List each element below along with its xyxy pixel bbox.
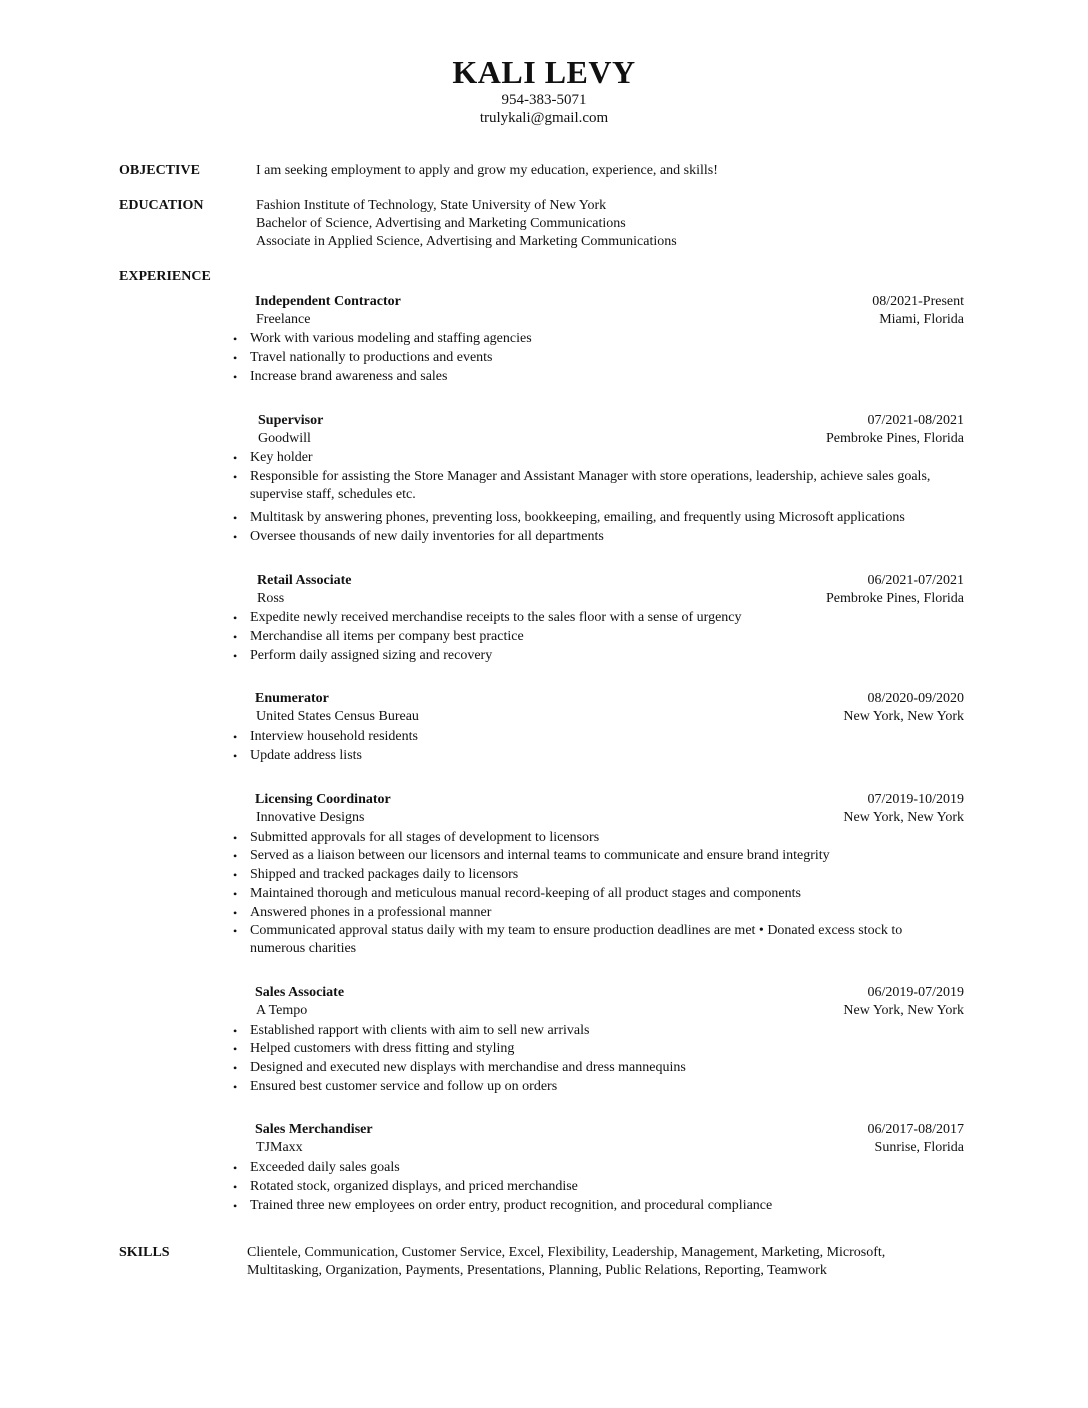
job-bullet: • Designed and executed new displays with merchandise and dress mannequins (233, 1060, 686, 1075)
bullet-dot: • (233, 868, 238, 882)
bullet-dot: • (233, 1161, 238, 1175)
job-dates: 06/2019-07/2019 (867, 985, 964, 1000)
job-bullet: • Submitted approvals for all stages of development to licensors (233, 830, 600, 845)
job-company: TJMaxx (256, 1140, 303, 1155)
job-bullet: • Rotated stock, organized displays, and priced merchandise (233, 1179, 578, 1194)
job-dates: 07/2019-10/2019 (867, 792, 964, 807)
bullet-dot: • (233, 1042, 238, 1056)
bullet-dot: • (233, 332, 238, 346)
job-location: New York, New York (843, 709, 964, 724)
job-bullet: • Established rapport with clients with aim to sell new arrivals (233, 1023, 590, 1038)
bullet-dot: • (233, 370, 238, 384)
job-title: Supervisor (258, 413, 324, 428)
job-bullet: • Communicated approval status daily with my team to ensure production deadlines are met • Donated excess stock to numerous charities (233, 923, 903, 956)
job-bullet: • Work with various modeling and staffing agencies (233, 331, 532, 346)
job-bullet: • Expedite newly received merchandise receipts to the sales floor with a sense of urgency (233, 610, 742, 625)
job-company: Ross (257, 591, 285, 606)
bullet-dot: • (233, 351, 238, 365)
education-label: EDUCATION (119, 198, 204, 213)
email-address: trulykali@gmail.com (479, 110, 609, 126)
job-location: New York, New York (843, 1003, 964, 1018)
job-dates: 06/2017-08/2017 (867, 1122, 964, 1137)
bullet-dot: • (233, 1024, 238, 1038)
job-company: A Tempo (256, 1003, 308, 1018)
job-bullet: • Responsible for assisting the Store Manager and Assistant Manager with store operations, leadership, achieve sales goals, supervise staff, schedules etc. (233, 469, 931, 502)
job-title: Sales Associate (255, 985, 345, 1000)
skills-text: Clientele, Communication, Customer Service, Excel, Flexibility, Leadership, Management, Marketing, Microsoft, Multitasking, Organization, Payments, Presentations, Planning, Public Relations, Reporting, Teamwork (247, 1245, 886, 1278)
resume-name: KALI LEVY (452, 54, 636, 90)
bullet-dot: • (233, 849, 238, 863)
job-location: Sunrise, Florida (874, 1140, 964, 1155)
job-title: Enumerator (255, 691, 329, 706)
job-title: Independent Contractor (255, 294, 401, 309)
job-bullet: • Shipped and tracked packages daily to licensors (233, 867, 519, 882)
job-bullet: • Exceeded daily sales goals (233, 1160, 400, 1175)
bullet-dot: • (233, 1180, 238, 1194)
job-bullet: • Answered phones in a professional manner (233, 905, 492, 920)
job-bullet: • Perform daily assigned sizing and recovery (233, 648, 493, 663)
bullet-dot: • (233, 1080, 238, 1094)
bullet-dot: • (233, 649, 238, 663)
bullet-dot: • (233, 630, 238, 644)
bullet-dot: • (233, 511, 238, 525)
job-dates: 07/2021-08/2021 (867, 413, 964, 428)
bullet-dot: • (233, 924, 238, 938)
job-bullet: • Travel nationally to productions and events (233, 350, 493, 365)
job-dates: 08/2020-09/2020 (867, 691, 964, 706)
job-company: Goodwill (258, 431, 311, 446)
job-title: Retail Associate (257, 573, 352, 588)
job-bullet: • Oversee thousands of new daily inventories for all departments (233, 529, 604, 544)
job-location: Pembroke Pines, Florida (825, 431, 964, 446)
bullet-dot: • (233, 831, 238, 845)
job-location: New York, New York (843, 810, 964, 825)
job-company: Innovative Designs (256, 810, 365, 825)
job-company: United States Census Bureau (256, 709, 419, 724)
objective-label: OBJECTIVE (119, 163, 200, 178)
bullet-dot: • (233, 887, 238, 901)
job-bullet: • Served as a liaison between our licensors and internal teams to communicate and ensure brand integrity (233, 848, 830, 863)
bullet-dot: • (233, 730, 238, 744)
experience-label: EXPERIENCE (119, 269, 211, 284)
bullet-dot: • (233, 451, 238, 465)
bullet-dot: • (233, 1199, 238, 1213)
job-bullet: • Merchandise all items per company best practice (233, 629, 524, 644)
skills-label: SKILLS (119, 1245, 170, 1260)
bullet-dot: • (233, 906, 238, 920)
job-bullet: • Trained three new employees on order entry, product recognition, and procedural compliance (233, 1198, 773, 1213)
job-dates: 08/2021-Present (872, 294, 964, 309)
bullet-dot: • (233, 470, 238, 484)
job-bullet: • Ensured best customer service and follow up on orders (233, 1079, 558, 1094)
job-bullet: • Increase brand awareness and sales (233, 369, 448, 384)
job-dates: 06/2021-07/2021 (867, 573, 964, 588)
education-line-degree: Bachelor of Science, Advertising and Marketing Communications (256, 216, 626, 231)
job-bullet: • Key holder (233, 450, 313, 465)
job-company: Freelance (256, 312, 311, 327)
job-title: Sales Merchandiser (255, 1122, 373, 1137)
bullet-dot: • (233, 749, 238, 763)
job-bullet: • Helped customers with dress fitting and styling (233, 1041, 515, 1056)
bullet-dot: • (233, 1061, 238, 1075)
phone-number: 954-383-5071 (501, 92, 587, 108)
job-bullet: • Interview household residents (233, 729, 418, 744)
job-bullet: • Multitask by answering phones, preventing loss, bookkeeping, emailing, and frequently using Microsoft applications (233, 510, 905, 525)
objective-text: I am seeking employment to apply and grow my education, experience, and skills! (256, 163, 718, 178)
job-bullet: • Update address lists (233, 748, 362, 763)
job-title: Licensing Coordinator (255, 792, 391, 807)
job-location: Miami, Florida (879, 312, 964, 327)
job-bullet: • Maintained thorough and meticulous manual record-keeping of all product stages and components (233, 886, 801, 901)
bullet-dot: • (233, 530, 238, 544)
job-location: Pembroke Pines, Florida (825, 591, 964, 606)
education-line-school: Fashion Institute of Technology, State University of New York (256, 198, 607, 213)
education-line-associate: Associate in Applied Science, Advertising and Marketing Communications (256, 234, 677, 249)
bullet-dot: • (233, 611, 238, 625)
